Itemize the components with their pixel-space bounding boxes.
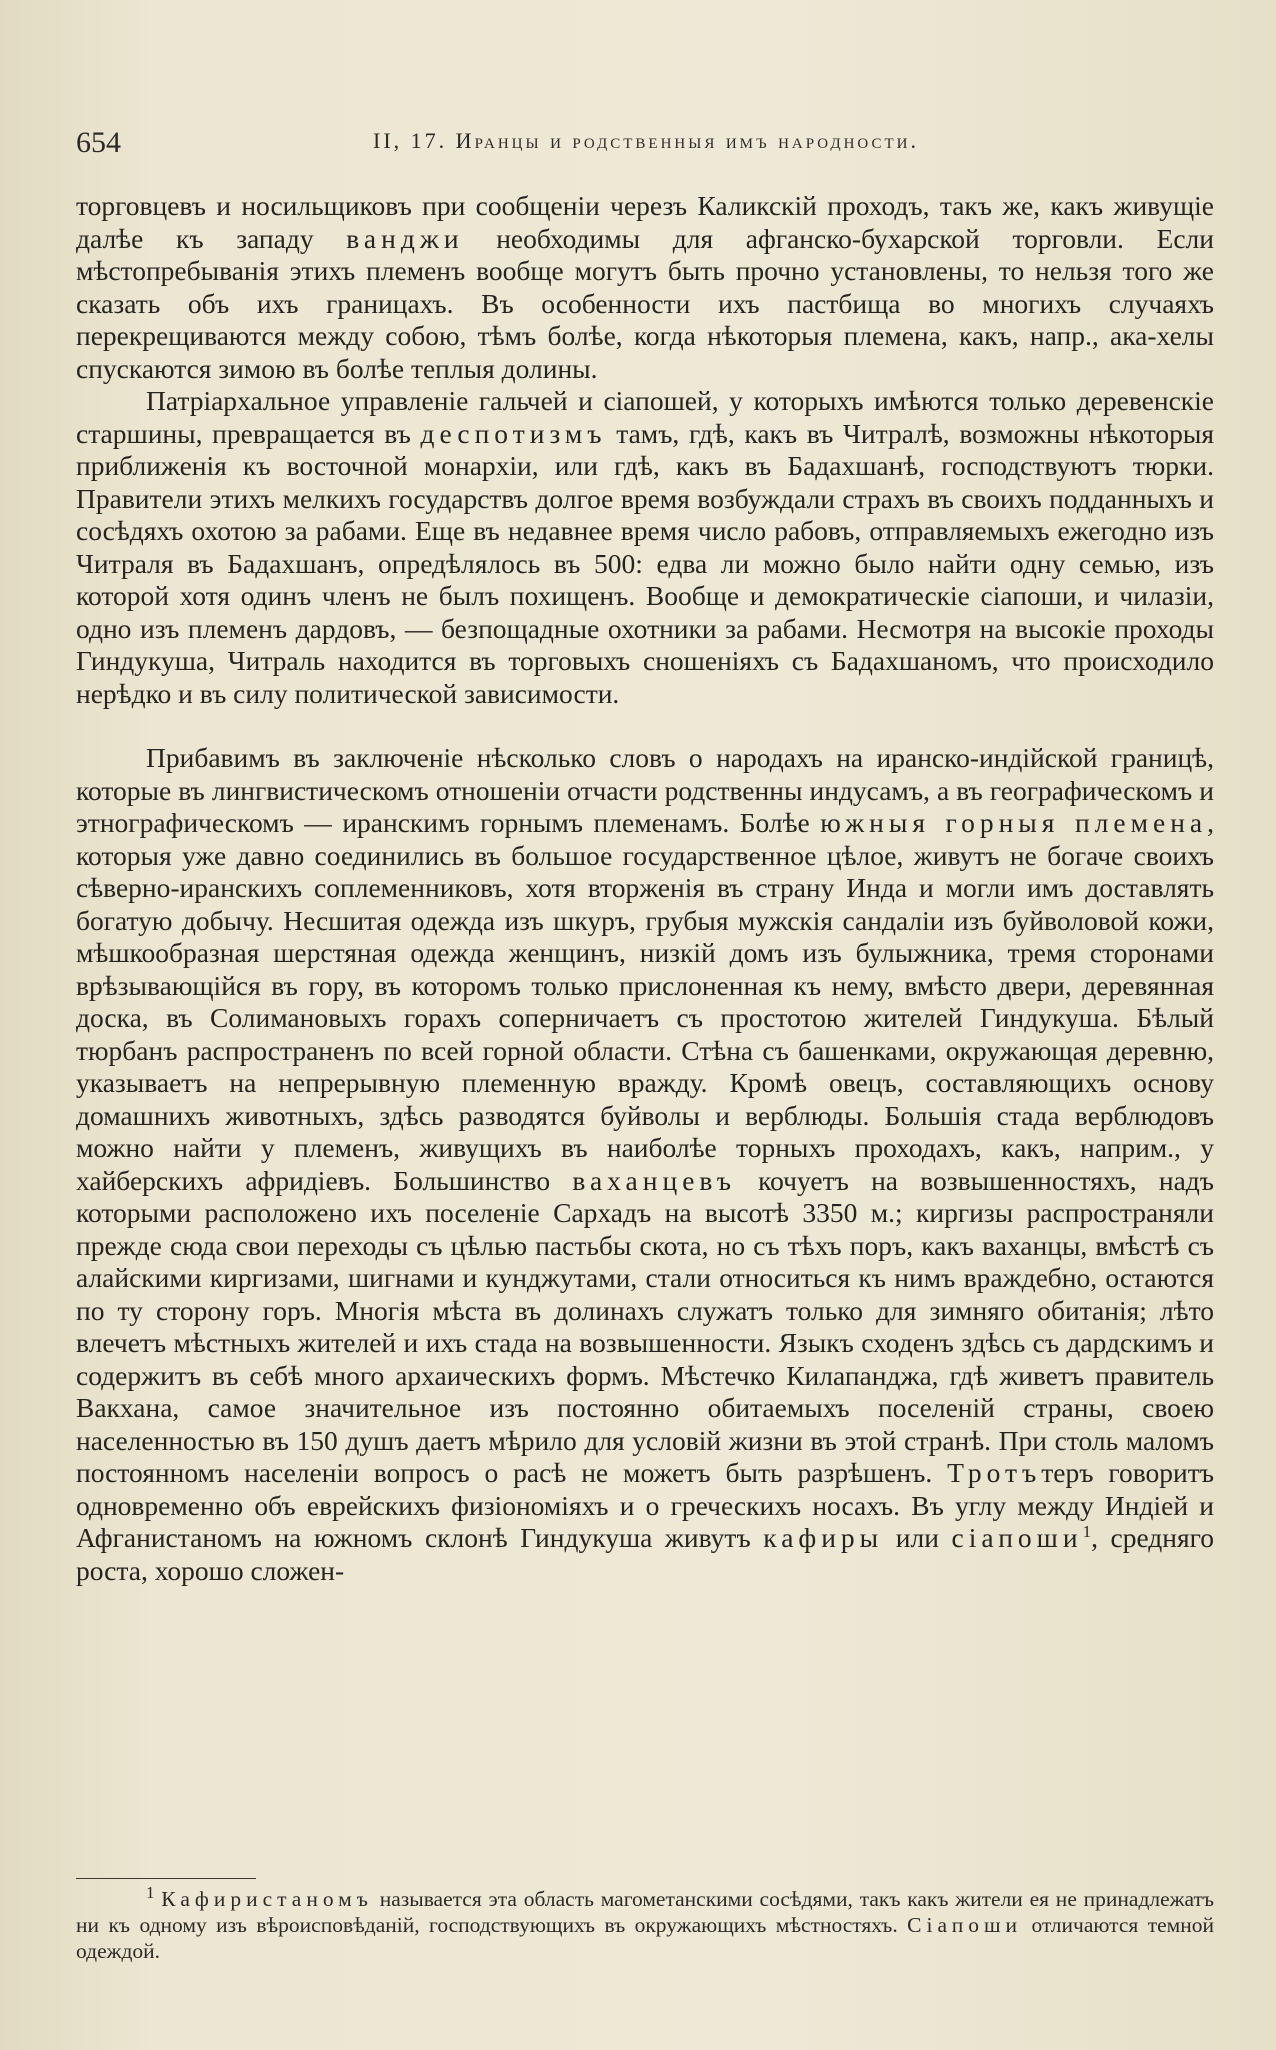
text-run: торговцевъ и носильщиковъ при сообщенiи черезъ Каликскiй проходъ, такъ же, какъ живущiе далѣе къ западу bbox=[76, 190, 1214, 254]
text-run: Прибавимъ въ заключенiе нѣсколько словъ о народахъ на иранско-индiйской границѣ, которые въ лингвистическомъ отношенiи отчасти родственны индусамъ, а въ географическомъ и этнографическомъ — иранскимъ горнымъ племенамъ. Болѣе bbox=[76, 742, 1214, 838]
emphasized-term: сiапоши bbox=[951, 1522, 1083, 1553]
page-header bbox=[76, 126, 1216, 166]
emphasized-term: кафиры bbox=[763, 1522, 884, 1553]
emphasized-term: деспотизмъ bbox=[420, 417, 607, 449]
emphasized-term: Кафиристаномъ bbox=[161, 1887, 373, 1911]
text-run: или bbox=[895, 1522, 939, 1553]
emphasized-term: Тротъ bbox=[947, 1457, 1042, 1488]
footnote-mark: 1 bbox=[146, 1882, 155, 1902]
running-head: II, 17. Иранцы и родственныя имъ народности. bbox=[373, 128, 919, 153]
footnote bbox=[76, 1882, 1215, 1964]
text-run: , средняго роста, хорошо сложен- bbox=[76, 1522, 1215, 1586]
emphasized-term: южныя горныя племена bbox=[820, 807, 1208, 838]
emphasized-term: ванджи bbox=[346, 222, 464, 254]
page-number: 654 bbox=[76, 126, 121, 159]
text-run: Патрiархальное управленiе гальчей и сiапошей, у которыхъ имѣются только деревенскiе старшины, превращается въ bbox=[76, 385, 1214, 449]
text-run: необходимы для афганско-бухарской торговли. Если мѣстопребыванiя этихъ племенъ вообще могутъ быть прочно установлены, то нельзя того же сказать объ ихъ границахъ. Въ особенности ихъ пастбища во многихъ случаяхъ перекрещиваются между собою, тѣмъ болѣе, когда нѣкоторыя племена, какъ, напр., ака-хелы спускаются зимою въ болѣе теплыя долины. bbox=[76, 222, 1214, 384]
footnote-divider bbox=[76, 1878, 256, 1879]
paragraph-2 bbox=[76, 385, 1214, 710]
text-run: теръ говоритъ одновременно объ еврейскихъ физiономiяхъ и о греческихъ носахъ. Въ углу между Индiей и Афганистаномъ на южномъ склонѣ Гиндукуша живутъ bbox=[76, 1457, 1215, 1553]
text-run: отличаются темной одеждой. bbox=[76, 1913, 1215, 1963]
emphasized-term: Сiапоши bbox=[907, 1913, 1023, 1937]
text-run: называется эта область магометанскими сосѣдями, такъ какъ жители ея не принадлежатъ ни къ одному изъ вѣроисповѣданiй, господствующихъ въ окружающихъ мѣстностяхъ. bbox=[76, 1887, 1215, 1937]
footnote-reference: 1 bbox=[1082, 1521, 1092, 1541]
text-run: , которыя уже давно соединились въ большое государственное цѣлое, живутъ не богаче своихъ сѣверно-иранскихъ соплеменниковъ, хотя вторженiя въ страну Инда и могли имъ доставлять богатую добычу. Несшитая одежда изъ шкуръ, грубыя мужскiя сандалiи изъ буйволовой кожи, мѣшкообразная шерстяная одежда женщинъ, низкiй домъ изъ булыжника, тремя сторонами врѣзывающiйся въ гору, въ которомъ только прислоненная къ нему, вмѣсто двери, деревянная доска, въ Солимановыхъ горахъ соперничаетъ съ простотою жителей Гиндукуша. Бѣлый тюрбанъ распространенъ по всей горной области. Стѣна съ башенками, окружающая деревню, указываетъ на непрерывную племенную вражду. Кромѣ овецъ, составляющихъ основу домашнихъ животныхъ, здѣсь разводятся буйволы и верблюды. Большiя стада верблюдовъ можно найти у племенъ, живущихъ въ наиболѣе торныхъ проходахъ, какъ, наприм., у хайберскихъ афридiевъ. Большинство bbox=[76, 807, 1214, 1196]
text-run: тамъ, гдѣ, какъ въ Читралѣ, возможны нѣкоторыя приближенiя къ восточной монархiи, или гдѣ, какъ въ Бадахшанѣ, господствуютъ тюрки. Правители этихъ мелкихъ государствъ долгое время возбуждали страхъ въ своихъ подданныхъ и сосѣдяхъ охотою за рабами. Еще въ недавнее время число рабовъ, отправляемыхъ ежегодно изъ Читраля въ Бадахшанъ, опредѣлялось въ 500: едва ли можно было найти одну семью, изъ которой хотя одинъ членъ не былъ похищенъ. Вообще и демократическiе сiапоши, и чилазiи, одно изъ племенъ дардовъ, — безпощадные охотники за рабами. Несмотря на высокiе проходы Гиндукуша, Читраль находится въ торговыхъ сношенiяхъ съ Бадахшаномъ, что происходило нерѣдко и въ силу политической зависимости. bbox=[76, 417, 1215, 709]
emphasized-term: ваханцевъ bbox=[572, 1164, 736, 1196]
text-run: кочуетъ на возвышенностяхъ, надъ которыми расположено ихъ поселенiе Сархадъ на высотѣ 3350 м.; киргизы распространяли прежде сюда свои переходы съ цѣлью пастьбы скота, но съ тѣхъ поръ, какъ ваханцы, вмѣстѣ съ алайскими киргизами, шигнами и кунджутами, стали относиться къ нимъ враждебно, остаются по ту сторону горъ. Многiя мѣста въ долинахъ служатъ только для зимняго обитанiя; лѣто влечетъ мѣстныхъ жителей и ихъ стада на возвышенности. Языкъ сходенъ здѣсь съ дардскимъ и содержитъ въ себѣ много архаическихъ формъ. Мѣстечко Килапанджа, гдѣ живетъ правитель Вакхана, самое значительное изъ постоянно обитаемыхъ поселенiй страны, своею населенностью въ 150 душъ даетъ мѣрило для условiй жизни въ этой странѣ. При столь маломъ постоянномъ населенiи вопросъ о расѣ не можетъ быть разрѣшенъ. bbox=[76, 1164, 1215, 1488]
paragraph-3 bbox=[76, 742, 1214, 1587]
body-text bbox=[76, 190, 1214, 1587]
paragraph-1 bbox=[76, 190, 1214, 385]
